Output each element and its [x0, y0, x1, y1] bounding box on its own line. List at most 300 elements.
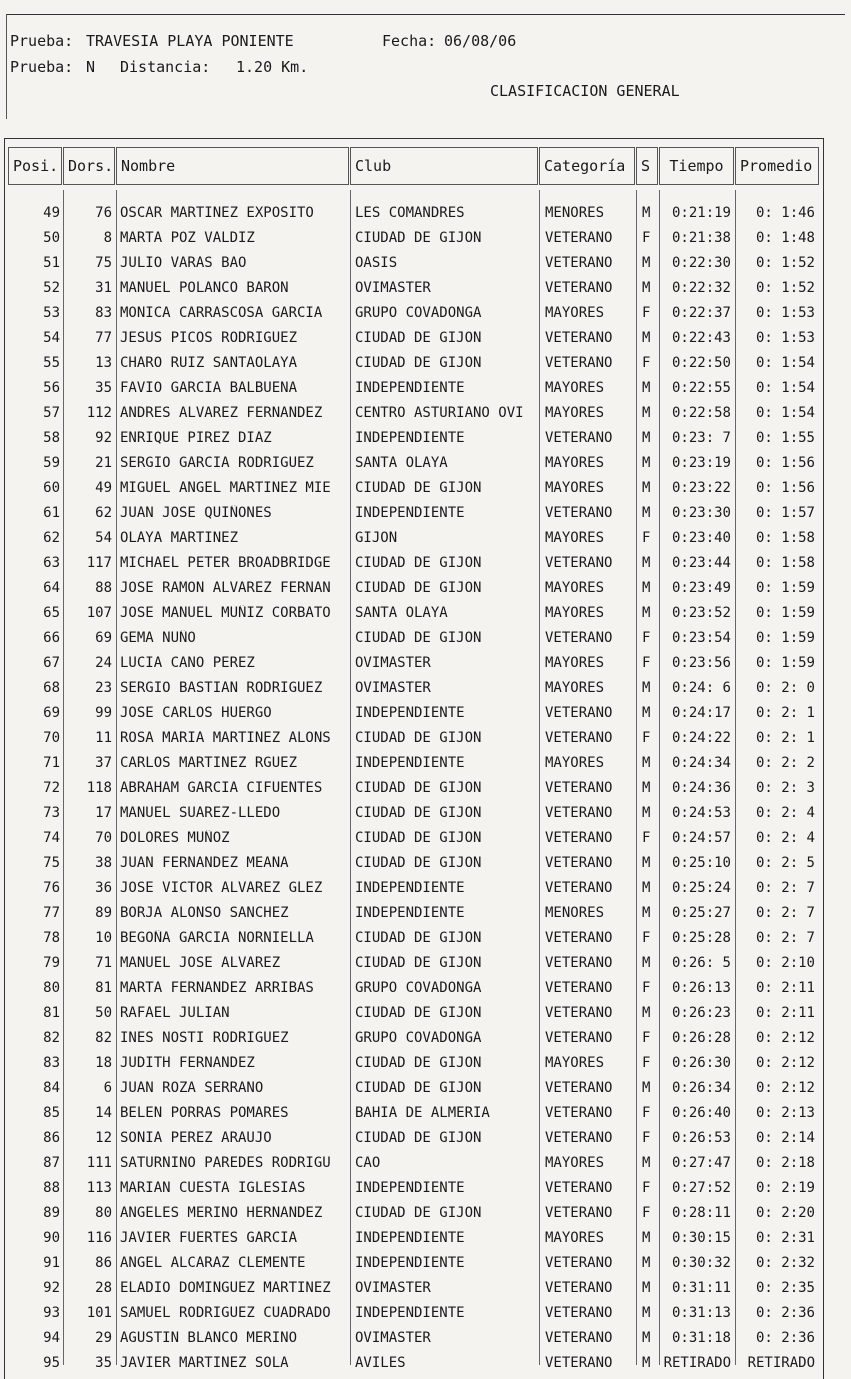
cell-promedio: 0: 2:14	[755, 1130, 815, 1146]
cell-dors: 50	[95, 1005, 112, 1021]
cell-posi: 95	[43, 1355, 60, 1371]
cell-categoria: MAYORES	[545, 680, 605, 696]
cell-sexo: M	[642, 1330, 651, 1346]
cell-club: INDEPENDIENTE	[355, 380, 465, 396]
table-row	[0, 702, 851, 727]
table-row	[0, 377, 851, 402]
cell-promedio: 0: 2: 1	[755, 730, 815, 746]
cell-dors: 54	[95, 530, 112, 546]
col-header-categoria: Categoría	[539, 147, 635, 185]
cell-categoria: MAYORES	[545, 380, 605, 396]
cell-categoria: VETERANO	[545, 1130, 613, 1146]
table-row	[0, 1327, 851, 1352]
cell-sexo: M	[642, 505, 651, 521]
cell-sexo: M	[642, 330, 651, 346]
cell-promedio: 0: 1:56	[755, 480, 815, 496]
cell-club: CIUDAD DE GIJON	[355, 855, 482, 871]
cell-tiempo: 0:27:52	[671, 1180, 731, 1196]
distancia-label: Distancia:	[120, 58, 211, 76]
cell-nombre: OLAYA MARTINEZ	[120, 530, 239, 546]
cell-tiempo: 0:26:13	[671, 980, 731, 996]
cell-posi: 60	[43, 480, 60, 496]
cell-club: CENTRO ASTURIANO OVI	[355, 405, 524, 421]
cell-dors: 31	[95, 280, 112, 296]
cell-nombre: MIGUEL ANGEL MARTINEZ MIE	[120, 480, 331, 496]
cell-club: AVILES	[355, 1355, 406, 1371]
table-row	[0, 802, 851, 827]
cell-sexo: M	[642, 855, 651, 871]
cell-nombre: ABRAHAM GARCIA CIFUENTES	[120, 780, 323, 796]
cell-club: SANTA OLAYA	[355, 605, 448, 621]
cell-posi: 66	[43, 630, 60, 646]
cell-categoria: VETERANO	[545, 780, 613, 796]
cell-nombre: JUAN JOSE QUIÑONES	[120, 505, 272, 521]
table-row	[0, 552, 851, 577]
cell-posi: 52	[43, 280, 60, 296]
cell-club: INDEPENDIENTE	[355, 755, 465, 771]
cell-nombre: JESUS PICOS RODRIGUEZ	[120, 330, 298, 346]
cell-sexo: F	[642, 630, 651, 646]
cell-posi: 78	[43, 930, 60, 946]
cell-nombre: MONICA CARRASCOSA GARCIA	[120, 305, 323, 321]
cell-dors: 89	[95, 905, 112, 921]
cell-club: OVIMASTER	[355, 655, 431, 671]
table-row	[0, 302, 851, 327]
cell-promedio: 0: 1:54	[755, 355, 815, 371]
cell-sexo: M	[642, 405, 651, 421]
cell-posi: 93	[43, 1305, 60, 1321]
cell-categoria: VETERANO	[545, 255, 613, 271]
cell-dors: 111	[86, 1155, 112, 1171]
cell-nombre: JOSE RAMON ALVAREZ FERNAN	[120, 580, 331, 596]
cell-posi: 80	[43, 980, 60, 996]
cell-dors: 10	[95, 930, 112, 946]
cell-dors: 18	[95, 1055, 112, 1071]
cell-tiempo: 0:22:58	[671, 405, 731, 421]
table-row	[0, 602, 851, 627]
table-row	[0, 402, 851, 427]
cell-posi: 64	[43, 580, 60, 596]
cell-nombre: MICHAEL PETER BROADBRIDGE	[120, 555, 331, 571]
cell-club: INDEPENDIENTE	[355, 1305, 465, 1321]
cell-categoria: VETERANO	[545, 230, 613, 246]
cell-nombre: JUDITH FERNANDEZ	[120, 1055, 255, 1071]
cell-dors: 69	[95, 630, 112, 646]
cell-promedio: 0: 2: 7	[755, 930, 815, 946]
cell-sexo: M	[642, 455, 651, 471]
cell-promedio: 0: 1:54	[755, 380, 815, 396]
cell-dors: 24	[95, 655, 112, 671]
cell-promedio: 0: 2:12	[755, 1080, 815, 1096]
cell-club: LES COMANDRES	[355, 205, 465, 221]
cell-categoria: VETERANO	[545, 1355, 613, 1371]
cell-dors: 116	[86, 1230, 112, 1246]
cell-club: CIUDAD DE GIJON	[355, 1080, 482, 1096]
cell-categoria: VETERANO	[545, 1105, 613, 1121]
cell-categoria: VETERANO	[545, 705, 613, 721]
cell-club: GIJON	[355, 530, 398, 546]
cell-tiempo: 0:26:23	[671, 1005, 731, 1021]
cell-tiempo: 0:23:56	[671, 655, 731, 671]
cell-dors: 62	[95, 505, 112, 521]
cell-tiempo: RETIRADO	[663, 1355, 731, 1371]
cell-nombre: CHARO RUIZ SANTAOLAYA	[120, 355, 298, 371]
cell-categoria: VETERANO	[545, 1330, 613, 1346]
cell-tiempo: 0:24:22	[671, 730, 731, 746]
cell-sexo: F	[642, 830, 651, 846]
cell-categoria: MENORES	[545, 905, 605, 921]
cell-categoria: MAYORES	[545, 580, 605, 596]
cell-tiempo: 0:25:27	[671, 905, 731, 921]
cell-promedio: 0: 1:55	[755, 430, 815, 446]
cell-nombre: JAVIER MARTINEZ SOLA	[120, 1355, 289, 1371]
cell-club: INDEPENDIENTE	[355, 430, 465, 446]
cell-nombre: ROSA MARIA MARTINEZ ALONS	[120, 730, 331, 746]
cell-tiempo: 0:25:10	[671, 855, 731, 871]
cell-sexo: F	[642, 730, 651, 746]
cell-categoria: VETERANO	[545, 880, 613, 896]
cell-promedio: 0: 1:56	[755, 455, 815, 471]
cell-promedio: 0: 2:11	[755, 1005, 815, 1021]
cell-sexo: M	[642, 605, 651, 621]
cell-tiempo: 0:26:53	[671, 1130, 731, 1146]
cell-dors: 29	[95, 1330, 112, 1346]
cell-dors: 88	[95, 580, 112, 596]
cell-club: CIUDAD DE GIJON	[355, 805, 482, 821]
cell-nombre: JOSE MANUEL MUÑIZ CORBATO	[120, 605, 331, 621]
cell-categoria: VETERANO	[545, 855, 613, 871]
cell-club: CIUDAD DE GIJON	[355, 955, 482, 971]
cell-dors: 70	[95, 830, 112, 846]
cell-sexo: F	[642, 1030, 651, 1046]
cell-dors: 113	[86, 1180, 112, 1196]
cell-nombre: MANUEL JOSE ALVAREZ	[120, 955, 281, 971]
cell-nombre: BELEN PORRAS POMARES	[120, 1105, 289, 1121]
cell-posi: 81	[43, 1005, 60, 1021]
table-row	[0, 652, 851, 677]
cell-sexo: M	[642, 380, 651, 396]
cell-sexo: M	[642, 255, 651, 271]
cell-nombre: FAVIO GARCIA BALBUENA	[120, 380, 298, 396]
cell-promedio: 0: 2:11	[755, 980, 815, 996]
cell-tiempo: 0:26: 5	[671, 955, 731, 971]
cell-categoria: VETERANO	[545, 355, 613, 371]
cell-posi: 85	[43, 1105, 60, 1121]
cell-sexo: F	[642, 230, 651, 246]
table-row	[0, 1302, 851, 1327]
cell-club: CIUDAD DE GIJON	[355, 1055, 482, 1071]
cell-dors: 11	[95, 730, 112, 746]
cell-sexo: M	[642, 905, 651, 921]
cell-club: INDEPENDIENTE	[355, 1180, 465, 1196]
cell-tiempo: 0:23:52	[671, 605, 731, 621]
cell-sexo: M	[642, 1255, 651, 1271]
table-row	[0, 877, 851, 902]
cell-promedio: 0: 2:10	[755, 955, 815, 971]
cell-posi: 72	[43, 780, 60, 796]
cell-promedio: 0: 2:36	[755, 1330, 815, 1346]
cell-tiempo: 0:23:30	[671, 505, 731, 521]
cell-categoria: MAYORES	[545, 655, 605, 671]
cell-nombre: JUAN ROZA SERRANO	[120, 1080, 264, 1096]
prueba-label: Prueba:	[10, 32, 74, 50]
cell-sexo: F	[642, 305, 651, 321]
cell-tiempo: 0:31:13	[671, 1305, 731, 1321]
prueba2-value: N	[86, 58, 96, 76]
cell-sexo: M	[642, 1005, 651, 1021]
cell-dors: 75	[95, 255, 112, 271]
table-row	[0, 202, 851, 227]
cell-sexo: F	[642, 930, 651, 946]
cell-tiempo: 0:23:49	[671, 580, 731, 596]
cell-categoria: VETERANO	[545, 1305, 613, 1321]
cell-promedio: 0: 1:59	[755, 630, 815, 646]
cell-posi: 58	[43, 430, 60, 446]
cell-promedio: 0: 2: 4	[755, 830, 815, 846]
table-row	[0, 827, 851, 852]
cell-sexo: M	[642, 580, 651, 596]
cell-sexo: M	[642, 705, 651, 721]
cell-dors: 92	[95, 430, 112, 446]
cell-categoria: VETERANO	[545, 830, 613, 846]
cell-sexo: M	[642, 755, 651, 771]
table-row	[0, 1227, 851, 1252]
cell-posi: 55	[43, 355, 60, 371]
cell-sexo: M	[642, 280, 651, 296]
cell-dors: 21	[95, 455, 112, 471]
cell-club: CIUDAD DE GIJON	[355, 1005, 482, 1021]
cell-categoria: MAYORES	[545, 530, 605, 546]
cell-dors: 37	[95, 755, 112, 771]
cell-nombre: SAMUEL RODRIGUEZ CUADRADO	[120, 1305, 331, 1321]
cell-nombre: MARIAN CUESTA IGLESIAS	[120, 1180, 306, 1196]
cell-categoria: MAYORES	[545, 605, 605, 621]
cell-categoria: VETERANO	[545, 730, 613, 746]
table-row	[0, 477, 851, 502]
cell-posi: 90	[43, 1230, 60, 1246]
cell-promedio: 0: 1:57	[755, 505, 815, 521]
prueba-name: TRAVESIA PLAYA PONIENTE	[86, 32, 294, 50]
cell-tiempo: 0:22:55	[671, 380, 731, 396]
cell-categoria: MAYORES	[545, 755, 605, 771]
cell-nombre: BORJA ALONSO SANCHEZ	[120, 905, 289, 921]
table-row	[0, 352, 851, 377]
table-row	[0, 527, 851, 552]
cell-sexo: F	[642, 1105, 651, 1121]
cell-club: OASIS	[355, 255, 398, 271]
cell-promedio: 0: 1:54	[755, 405, 815, 421]
table-row	[0, 752, 851, 777]
cell-dors: 118	[86, 780, 112, 796]
table-row	[0, 1027, 851, 1052]
cell-sexo: F	[642, 1055, 651, 1071]
cell-categoria: MAYORES	[545, 1230, 605, 1246]
cell-club: CIUDAD DE GIJON	[355, 630, 482, 646]
cell-nombre: JULIO VARAS BAO	[120, 255, 247, 271]
col-header-nombre: Nombre	[116, 147, 349, 185]
cell-dors: 76	[95, 205, 112, 221]
cell-dors: 99	[95, 705, 112, 721]
cell-sexo: F	[642, 1180, 651, 1196]
cell-nombre: MANUEL SUAREZ-LLEDO	[120, 805, 281, 821]
cell-sexo: M	[642, 780, 651, 796]
cell-categoria: VETERANO	[545, 980, 613, 996]
cell-nombre: ELADIO DOMINGUEZ MARTINEZ	[120, 1280, 331, 1296]
cell-sexo: M	[642, 1355, 651, 1371]
cell-dors: 101	[86, 1305, 112, 1321]
cell-posi: 84	[43, 1080, 60, 1096]
cell-sexo: M	[642, 205, 651, 221]
cell-sexo: M	[642, 1155, 651, 1171]
cell-promedio: 0: 1:59	[755, 605, 815, 621]
cell-sexo: F	[642, 1130, 651, 1146]
cell-tiempo: 0:24:36	[671, 780, 731, 796]
cell-dors: 17	[95, 805, 112, 821]
cell-nombre: ANGEL ALCARAZ CLEMENTE	[120, 1255, 306, 1271]
col-header-sexo: S	[636, 147, 658, 185]
table-row	[0, 1202, 851, 1227]
cell-nombre: ENRIQUE PIREZ DIAZ	[120, 430, 272, 446]
cell-tiempo: 0:30:32	[671, 1255, 731, 1271]
cell-sexo: M	[642, 805, 651, 821]
cell-dors: 107	[86, 605, 112, 621]
cell-promedio: 0: 1:58	[755, 530, 815, 546]
cell-posi: 83	[43, 1055, 60, 1071]
cell-club: OVIMASTER	[355, 680, 431, 696]
cell-sexo: M	[642, 430, 651, 446]
cell-categoria: VETERANO	[545, 1280, 613, 1296]
cell-posi: 69	[43, 705, 60, 721]
cell-dors: 77	[95, 330, 112, 346]
cell-posi: 56	[43, 380, 60, 396]
cell-dors: 8	[103, 230, 112, 246]
cell-categoria: VETERANO	[545, 1205, 613, 1221]
cell-categoria: VETERANO	[545, 805, 613, 821]
cell-categoria: VETERANO	[545, 505, 613, 521]
cell-sexo: F	[642, 655, 651, 671]
cell-posi: 76	[43, 880, 60, 896]
table-row	[0, 427, 851, 452]
cell-tiempo: 0:22:32	[671, 280, 731, 296]
table-row	[0, 252, 851, 277]
cell-club: BAHIA DE ALMERIA	[355, 1105, 490, 1121]
cell-posi: 49	[43, 205, 60, 221]
cell-promedio: 0: 2:19	[755, 1180, 815, 1196]
cell-dors: 35	[95, 380, 112, 396]
cell-categoria: MAYORES	[545, 1055, 605, 1071]
cell-nombre: BEGOÑA GARCIA NORNIELLA	[120, 930, 314, 946]
cell-tiempo: 0:24: 6	[671, 680, 731, 696]
cell-tiempo: 0:25:28	[671, 930, 731, 946]
cell-nombre: SATURNINO PAREDES RODRIGU	[120, 1155, 331, 1171]
cell-posi: 92	[43, 1280, 60, 1296]
cell-tiempo: 0:26:30	[671, 1055, 731, 1071]
cell-club: CIUDAD DE GIJON	[355, 830, 482, 846]
cell-nombre: LUCIA CANO PEREZ	[120, 655, 255, 671]
cell-dors: 6	[103, 1080, 112, 1096]
cell-promedio: 0: 2: 7	[755, 905, 815, 921]
cell-dors: 36	[95, 880, 112, 896]
cell-club: INDEPENDIENTE	[355, 1255, 465, 1271]
cell-categoria: VETERANO	[545, 955, 613, 971]
table-row	[0, 227, 851, 252]
cell-posi: 94	[43, 1330, 60, 1346]
cell-sexo: F	[642, 1205, 651, 1221]
col-header-promedio: Promedio	[735, 147, 819, 185]
cell-dors: 38	[95, 855, 112, 871]
cell-club: CIUDAD DE GIJON	[355, 355, 482, 371]
cell-promedio: 0: 2:13	[755, 1105, 815, 1121]
cell-club: CIUDAD DE GIJON	[355, 1130, 482, 1146]
cell-sexo: F	[642, 980, 651, 996]
cell-promedio: 0: 2:36	[755, 1305, 815, 1321]
cell-posi: 63	[43, 555, 60, 571]
cell-categoria: MAYORES	[545, 405, 605, 421]
fecha-value: 06/08/06	[444, 32, 517, 50]
cell-promedio: 0: 1:53	[755, 305, 815, 321]
cell-posi: 87	[43, 1155, 60, 1171]
cell-sexo: M	[642, 1230, 651, 1246]
table-row	[0, 627, 851, 652]
cell-dors: 23	[95, 680, 112, 696]
cell-club: CIUDAD DE GIJON	[355, 780, 482, 796]
cell-dors: 86	[95, 1255, 112, 1271]
table-row	[0, 1052, 851, 1077]
cell-tiempo: 0:28:11	[671, 1205, 731, 1221]
cell-club: CIUDAD DE GIJON	[355, 330, 482, 346]
cell-nombre: SERGIO BASTIAN RODRIGUEZ	[120, 680, 323, 696]
cell-tiempo: 0:23:40	[671, 530, 731, 546]
cell-posi: 68	[43, 680, 60, 696]
cell-promedio: 0: 2:12	[755, 1030, 815, 1046]
cell-nombre: INES NOSTI RODRIGUEZ	[120, 1030, 289, 1046]
cell-promedio: 0: 2:31	[755, 1230, 815, 1246]
cell-tiempo: 0:24:53	[671, 805, 731, 821]
cell-categoria: VETERANO	[545, 1030, 613, 1046]
cell-promedio: 0: 2: 2	[755, 755, 815, 771]
cell-posi: 61	[43, 505, 60, 521]
cell-tiempo: 0:22:50	[671, 355, 731, 371]
cell-nombre: MARTA FERNANDEZ ARRIBAS	[120, 980, 314, 996]
cell-sexo: M	[642, 1305, 651, 1321]
cell-promedio: 0: 1:52	[755, 255, 815, 271]
cell-club: INDEPENDIENTE	[355, 505, 465, 521]
section-title: CLASIFICACION GENERAL	[490, 82, 680, 100]
cell-categoria: VETERANO	[545, 280, 613, 296]
table-row	[0, 277, 851, 302]
cell-club: INDEPENDIENTE	[355, 905, 465, 921]
cell-categoria: MAYORES	[545, 1155, 605, 1171]
cell-promedio: 0: 2:32	[755, 1255, 815, 1271]
cell-dors: 71	[95, 955, 112, 971]
cell-promedio: 0: 1:59	[755, 580, 815, 596]
cell-club: CAO	[355, 1155, 381, 1171]
cell-categoria: VETERANO	[545, 1255, 613, 1271]
cell-club: OVIMASTER	[355, 280, 431, 296]
cell-posi: 82	[43, 1030, 60, 1046]
table-row	[0, 977, 851, 1002]
cell-nombre: JAVIER FUERTES GARCIA	[120, 1230, 298, 1246]
cell-posi: 62	[43, 530, 60, 546]
cell-promedio: 0: 2: 5	[755, 855, 815, 871]
cell-dors: 13	[95, 355, 112, 371]
cell-tiempo: 0:23:19	[671, 455, 731, 471]
cell-posi: 70	[43, 730, 60, 746]
cell-club: CIUDAD DE GIJON	[355, 230, 482, 246]
cell-dors: 80	[95, 1205, 112, 1221]
cell-nombre: CARLOS MARTINEZ RGUEZ	[120, 755, 298, 771]
cell-promedio: 0: 2:18	[755, 1155, 815, 1171]
